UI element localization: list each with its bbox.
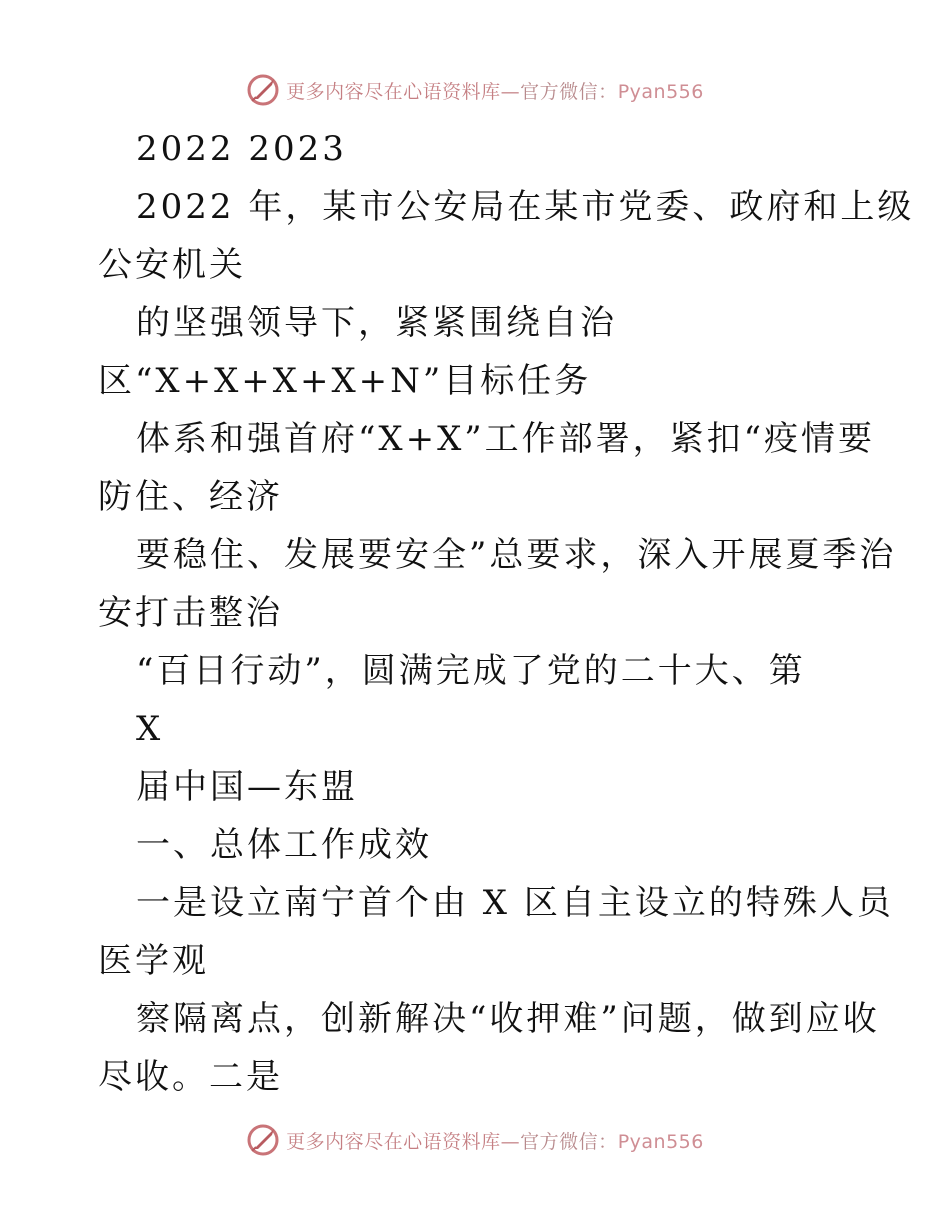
watermark-footer (0, 1120, 950, 1160)
document-line: 的坚强领导下，紧紧围绕自治 (136, 303, 617, 343)
watermark-text (286, 1127, 704, 1154)
document-line: 2022 2023 (136, 129, 347, 169)
watermark-dash: — (500, 1130, 521, 1153)
watermark-account: Pyan556 (617, 80, 704, 103)
document-line: 察隔离点，创新解决“收押难”问题，做到应收 (136, 999, 880, 1039)
document-line: 一是设立南宁首个由 X 区自主设立的特殊人员 (136, 883, 894, 923)
watermark-site: 更多内容尽在心语资料库 (286, 1130, 501, 1153)
document-line: 体系和强首府“X+X”工作部署，紧扣“疫情要 (136, 419, 876, 459)
watermark-site: 更多内容尽在心语资料库 (286, 80, 501, 103)
watermark-account: Pyan556 (617, 1130, 704, 1153)
document-line: 区“X+X+X+X+N”目标任务 (98, 361, 592, 401)
document-line: “百日行动”，圆满完成了党的二十大、第 (136, 651, 806, 691)
document-line: 要稳住、发展要安全”总要求，深入开展夏季治 (136, 535, 897, 575)
document-line: X (136, 709, 164, 749)
document-body (98, 120, 915, 1106)
pen-logo-icon (246, 1123, 280, 1157)
document-line: 公安机关 (98, 245, 246, 285)
watermark-label: 官方微信： (520, 1130, 618, 1153)
document-line: 2022 年，某市公安局在某市党委、政府和上级 (136, 187, 915, 227)
document-line: 防住、经济 (98, 477, 283, 517)
document-line: 医学观 (98, 941, 209, 981)
pen-logo-icon (246, 73, 280, 107)
watermark-text (286, 77, 704, 104)
watermark-header (0, 70, 950, 110)
watermark-label: 官方微信： (520, 80, 618, 103)
document-line: 尽收。二是 (98, 1057, 283, 1097)
document-line: 届中国—东盟 (136, 767, 358, 807)
document-line: 一、总体工作成效 (136, 825, 432, 865)
document-line: 安打击整治 (98, 593, 283, 633)
watermark-dash: — (500, 80, 521, 103)
